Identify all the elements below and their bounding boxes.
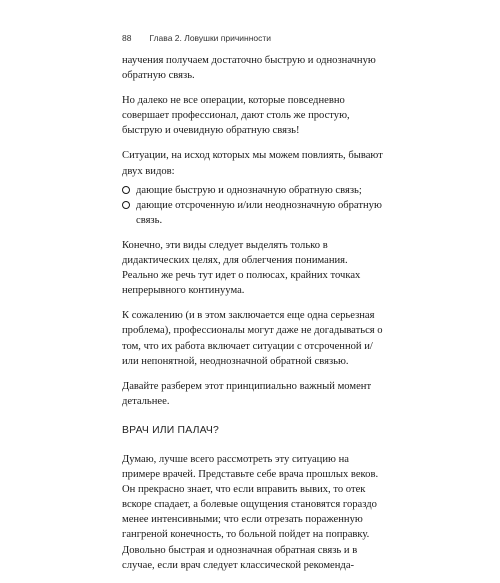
paragraph-2: Но далеко не все операции, которые повседневно совершает профессионал, дают столь же простую, быструю и очевидную обратную связь! [122,95,350,137]
paragraph-5: К сожалению (и в этом заключается еще одна серьезная проблема), профессионалы могут даже не догадываться о том, что их работа включает ситуации с отсроченной и/или непонятной, неоднозначной обратной связью. [122,310,383,367]
paragraph-1: научения получаем достаточно быструю и однозначную обратную связь. [122,55,376,82]
paragraph-3: Ситуации, на исход которых мы можем повлиять, бывают двух видов: [122,150,383,177]
list-item [122,183,384,198]
list-item-text: дающие отсроченную и/или неоднозначную обратную связь. [136,199,382,226]
chapter-title: Глава 2. Ловушки причинности [149,33,272,43]
running-head [122,32,271,44]
bullet-list [122,183,384,228]
section-heading: ВРАЧ ИЛИ ПАЛАЧ? [122,424,220,436]
paragraph-7: Думаю, лучше всего рассмотреть эту ситуацию на примере врачей. Представьте себе врача прошлых веков. Он прекрасно знает, что если вправить вывих, то отек вскоре спадает, а болевые ощущения становятся гораздо менее интенсивными; что если отрезать пораженную гангреной конечность, то больной пойдет на поправку. Довольно быстрая и однозначная обратная связь и в случае, если врач следует классической рекоменда- [122,453,379,571]
circle-bullet-icon [122,186,130,194]
circle-bullet-icon [122,201,130,209]
paragraph-6: Давайте разберем этот принципиально важный момент детальнее. [122,380,372,407]
list-item-text: дающие быструю и однозначную обратную связь; [136,184,362,196]
list-item [122,198,384,228]
body-text [122,53,384,583]
paragraph-4: Конечно, эти виды следует выделять только в дидактических целях, для облегчения понимания. Реально же речь тут идет о полюсах, крайних точках непрерывного континуума. [122,239,361,297]
page-number: 88 [122,33,132,43]
